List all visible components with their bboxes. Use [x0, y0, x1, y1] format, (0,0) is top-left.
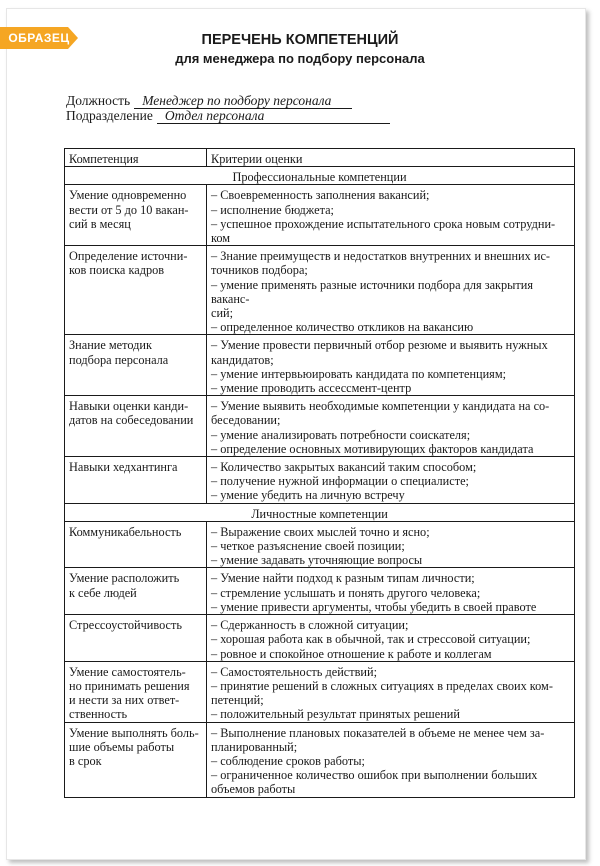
- table-row: [65, 185, 575, 246]
- criteria-line: – хорошая работа как в обычной, так и стрессовой ситуации;: [211, 632, 531, 647]
- criteria-line: – Самостоятельность действий;: [211, 664, 377, 679]
- competence-cell: [65, 661, 207, 722]
- competence-line: датов на собеседовании: [69, 413, 194, 428]
- criteria-cell: [207, 185, 575, 246]
- criteria-line: – умение убедить на личную встречу: [211, 488, 405, 503]
- competence-cell: [65, 722, 207, 797]
- competence-line: но принимать решения: [69, 678, 190, 693]
- criteria-line: – умение интервьюировать кандидата по компетенциям;: [211, 366, 507, 381]
- competence-cell: [65, 568, 207, 615]
- criteria-line: – умение проводить ассессмент-центр: [211, 381, 412, 396]
- criteria-line: – Умение найти подход к разным типам личности;: [211, 571, 475, 586]
- criteria-line: – исполнение бюджета;: [211, 202, 334, 217]
- competence-cell: [65, 185, 207, 246]
- criteria-line: точников подбора;: [211, 263, 308, 278]
- criteria-cell: [207, 661, 575, 722]
- criteria-line: – стремление услышать и понять другого человека;: [211, 585, 481, 600]
- criteria-line: петенций;: [211, 693, 264, 708]
- criteria-cell: [207, 335, 575, 396]
- criteria-cell: [207, 396, 575, 457]
- criteria-line: – соблюдение сроков работы;: [211, 753, 365, 768]
- table-row: [65, 246, 575, 335]
- table-row: [65, 335, 575, 396]
- criteria-line: – Знание преимуществ и недостатков внутренних и внешних ис-: [211, 249, 550, 264]
- table-row: [65, 722, 575, 797]
- competence-line: Умение выполнять боль-: [69, 725, 199, 740]
- competence-cell: [65, 335, 207, 396]
- criteria-line: – Выражение своих мыслей точно и ясно;: [211, 524, 430, 539]
- criteria-line: – умение задавать уточняющие вопросы: [211, 553, 423, 568]
- document-subtitle: для менеджера по подбору персонала: [175, 51, 425, 66]
- header-criteria: Критерии оценки: [207, 149, 575, 167]
- criteria-line: – положительный результат принятых решений: [211, 707, 460, 722]
- criteria-line: – определение основных мотивирующих факторов кандидата: [211, 441, 534, 456]
- competence-line: подбора персонала: [69, 352, 169, 367]
- criteria-line: – Умение выявить необходимые компетенции у кандидата на со-: [211, 399, 550, 414]
- competence-line: Коммуникабельность: [69, 524, 182, 539]
- competency-table: [64, 148, 575, 798]
- criteria-line: ком: [211, 231, 231, 246]
- sample-badge-label: ОБРАЗЕЦ: [8, 31, 70, 45]
- competence-line: шие объемы работы: [69, 739, 175, 754]
- department-field: [66, 108, 390, 124]
- competence-line: ков поиска кадров: [69, 263, 165, 278]
- criteria-line: – Выполнение плановых показателей в объеме не менее чем за-: [211, 725, 545, 740]
- competence-line: Умение расположить: [69, 571, 180, 586]
- criteria-cell: [207, 457, 575, 504]
- competence-line: Определение источни-: [69, 249, 188, 264]
- criteria-cell: [207, 568, 575, 615]
- table-header-row: [65, 149, 575, 167]
- criteria-line: – Умение провести первичный отбор резюме и выявить нужных: [211, 338, 548, 353]
- criteria-line: – успешное прохождение испытательного срока новым сотрудни-: [211, 216, 556, 231]
- criteria-cell: [207, 615, 575, 662]
- table-row: [65, 615, 575, 662]
- competence-line: Навыки оценки канди-: [69, 399, 189, 414]
- competence-cell: [65, 615, 207, 662]
- criteria-line: – определенное количество откликов на вакансию: [211, 320, 474, 335]
- criteria-line: – принятие решений в сложных ситуациях в пределах своих ком-: [211, 678, 553, 693]
- criteria-line: – Сдержанность в сложной ситуации;: [211, 618, 409, 633]
- position-value: Менеджер по подбору персонала: [134, 94, 352, 109]
- table-row: [65, 568, 575, 615]
- competence-cell: [65, 246, 207, 335]
- criteria-line: планированный;: [211, 739, 298, 754]
- competence-line: к себе людей: [69, 585, 137, 600]
- criteria-line: объемов работы: [211, 782, 296, 797]
- competence-line: Умение самостоятель-: [69, 664, 186, 679]
- criteria-cell: [207, 246, 575, 335]
- criteria-cell: [207, 722, 575, 797]
- criteria-line: – Количество закрытых вакансий таким способом;: [211, 460, 477, 475]
- criteria-line: – умение анализировать потребности соискателя;: [211, 427, 471, 442]
- criteria-line: – умение привести аргументы, чтобы убедить в своей правоте: [211, 599, 537, 614]
- document-title: ПЕРЕЧЕНЬ КОМПЕТЕНЦИЙ: [201, 32, 399, 48]
- department-label: Подразделение: [66, 108, 153, 123]
- competence-line: Стрессоустойчивость: [69, 618, 183, 633]
- position-label: Должность: [66, 93, 131, 108]
- criteria-line: кандидатов;: [211, 352, 274, 367]
- table-row: [65, 457, 575, 504]
- competence-line: и нести за них ответ-: [69, 693, 180, 708]
- position-field: [66, 93, 352, 109]
- competence-line: Знание методик: [69, 338, 152, 353]
- header-competence: Компетенция: [65, 149, 207, 167]
- competence-line: вести от 5 до 10 вакан-: [69, 202, 189, 217]
- competence-line: Навыки хедхантинга: [69, 460, 178, 475]
- section-title: Личностные компетенции: [65, 503, 575, 521]
- table-row: [65, 396, 575, 457]
- section-row: [65, 503, 575, 521]
- table-row: [65, 521, 575, 568]
- competence-line: Умение одновременно: [69, 188, 187, 203]
- competence-cell: [65, 457, 207, 504]
- competence-cell: [65, 521, 207, 568]
- table-row: [65, 661, 575, 722]
- criteria-line: беседовании;: [211, 413, 281, 428]
- competence-line: в срок: [69, 753, 102, 768]
- criteria-line: сий;: [211, 306, 234, 321]
- criteria-line: – ровное и спокойное отношение к работе и коллегам: [211, 646, 492, 661]
- criteria-line: – получение нужной информации о специалисте;: [211, 474, 469, 489]
- criteria-line: – ограниченное количество ошибок при выполнении больших: [211, 768, 538, 783]
- section-row: [65, 167, 575, 185]
- competence-cell: [65, 396, 207, 457]
- department-value: Отдел персонала: [157, 109, 390, 124]
- criteria-line: – умение применять разные источники подбора для закрытия ваканс-: [211, 277, 534, 306]
- criteria-line: – четкое разъяснение своей позиции;: [211, 539, 405, 554]
- competence-line: сий в месяц: [69, 216, 131, 231]
- competence-line: ственность: [69, 707, 128, 722]
- criteria-cell: [207, 521, 575, 568]
- section-title: Профессиональные компетенции: [65, 167, 575, 185]
- criteria-line: – Своевременность заполнения вакансий;: [211, 188, 430, 203]
